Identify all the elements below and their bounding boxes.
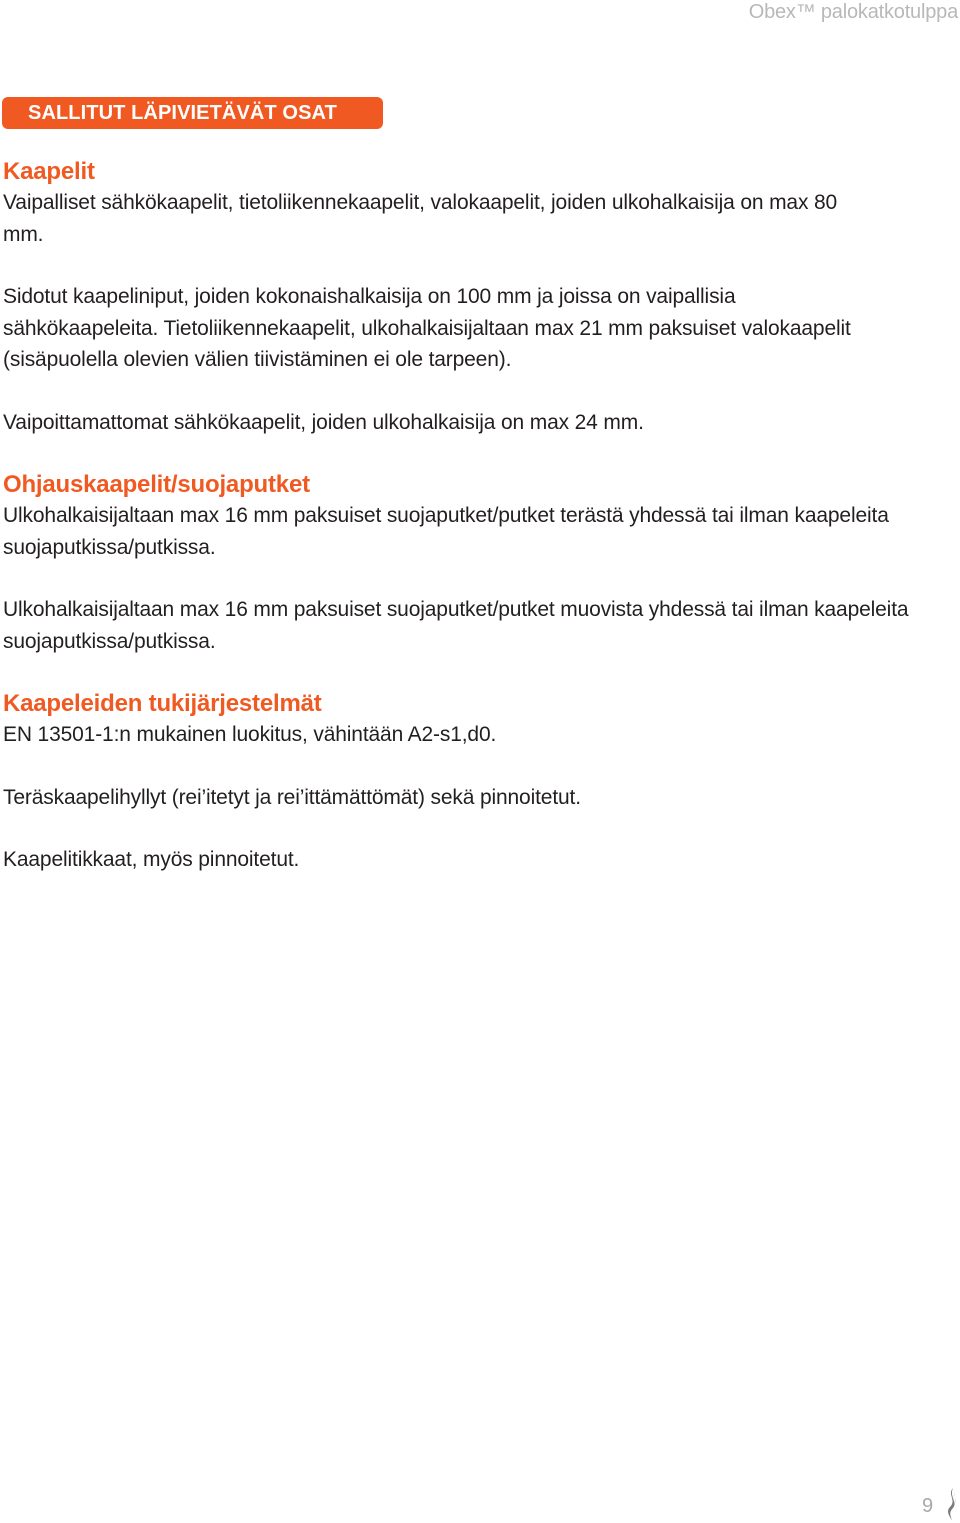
paragraph: Vaipalliset sähkökaapelit, tietoliikennekaapelit, valokaapelit, joiden ulkohalkaisija on max 80 mm. bbox=[3, 191, 838, 246]
paragraph: Kaapelitikkaat, myös pinnoitetut. bbox=[3, 848, 300, 871]
paragraph: Ulkohalkaisijaltaan max 16 mm paksuiset suojaputket/putket terästä yhdessä tai ilman kaapeleita suojaputkissa/putkissa. bbox=[3, 504, 889, 559]
paragraph-gap bbox=[3, 376, 955, 407]
paragraph-gap bbox=[3, 563, 955, 594]
section-heading-tukijarjestelmat: Kaapeleiden tukijärjestelmät bbox=[3, 690, 322, 717]
paragraph-gap bbox=[3, 438, 955, 469]
paragraph: Vaipoittamattomat sähkökaapelit, joiden ulkohalkaisija on max 24 mm. bbox=[3, 410, 644, 434]
section-heading-kaapelit: Kaapelit bbox=[3, 158, 95, 185]
page-number: 9 bbox=[922, 1495, 934, 1517]
paragraph-gap bbox=[3, 657, 955, 688]
flame-logo-icon bbox=[945, 1487, 959, 1521]
document-header-title: Obex™ palokatkotulppa bbox=[748, 1, 958, 23]
section-title-badge: SALLITUT LÄPIVIETÄVÄT OSAT bbox=[2, 97, 383, 129]
paragraph: EN 13501-1:n mukainen luokitus, vähintään A2-s1,d0. bbox=[3, 723, 497, 746]
paragraph: Teräskaapelihyllyt (rei’itetyt ja rei’ittämättömät) sekä pinnoitetut. bbox=[3, 785, 581, 809]
paragraph: Sidotut kaapeliniput, joiden kokonaishalkaisija on 100 mm ja joissa on vaipallisia sähkökaapeleita. Tietoliikennekaapelit, ulkohalkaisijaltaan max 21 mm paksuiset valokaapelit (sisäpuolella olevien välien tiivistäminen ei ole tarpeen). bbox=[3, 285, 851, 371]
paragraph: Ulkohalkaisijaltaan max 16 mm paksuiset suojaputket/putket muovista yhdessä tai ilman kaapeleita suojaputkissa/putkissa. bbox=[3, 598, 909, 653]
section-heading-ohjauskaapelit: Ohjauskaapelit/suojaputket bbox=[3, 471, 310, 498]
paragraph-gap bbox=[3, 250, 955, 281]
paragraph-gap bbox=[3, 813, 955, 844]
document-body bbox=[3, 156, 955, 876]
paragraph-gap bbox=[3, 751, 955, 782]
